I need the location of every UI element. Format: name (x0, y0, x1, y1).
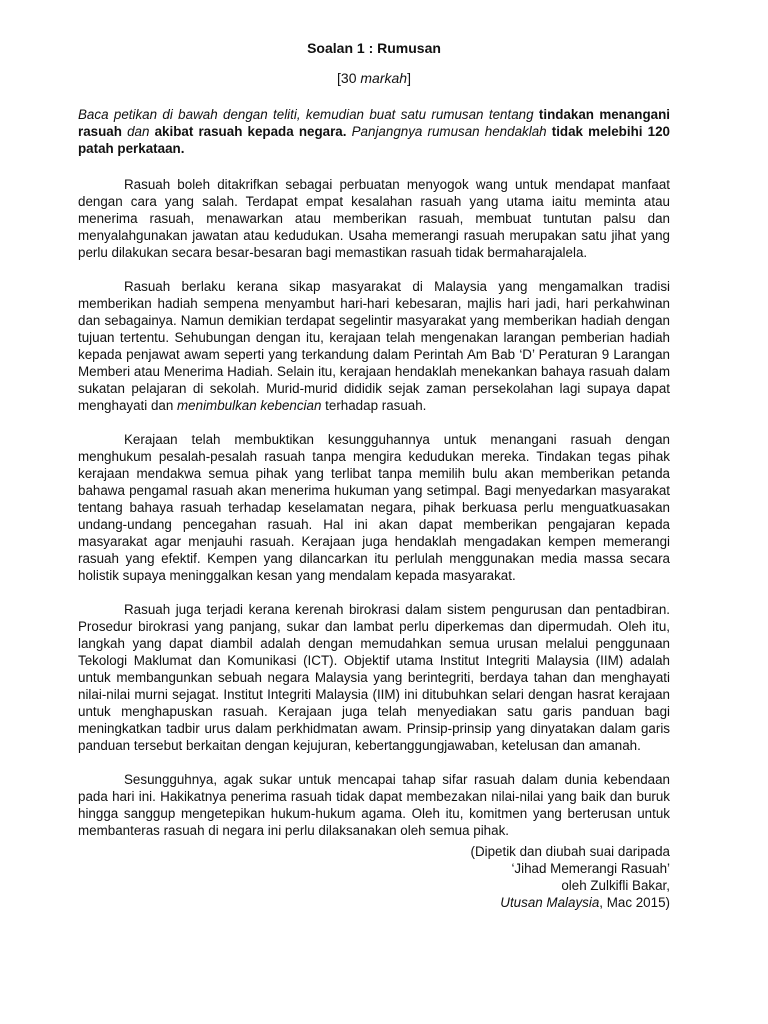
source-publication: Utusan Malaysia (500, 895, 600, 910)
source-line-4 (78, 894, 670, 911)
instruction-part-1: Baca petikan di bawah dengan teliti, kemudian buat satu rumusan tentang (78, 107, 539, 122)
paragraph-2 (78, 278, 670, 414)
marks-open: [30 (337, 70, 361, 86)
paragraph-1: Rasuah boleh ditakrifkan sebagai perbuatan menyogok wang untuk mendapat manfaat dengan cara yang salah. Terdapat empat kesalahan rasuah yang utama iaitu meminta atau menerima rasuah, menawarkan atau memberikan rasuah, membuat tuntutan palsu dan menyalahgunakan jawatan atau kedudukan. Usaha memerangi rasuah merupakan satu jihat yang perlu dilakukan secara besar-besaran bagi memastikan rasuah tidak bermaharajalela. (78, 177, 670, 260)
question-title: Soalan 1 : Rumusan (307, 40, 441, 56)
marks-close: ] (407, 70, 411, 86)
instruction-bold-2: akibat rasuah kepada negara. (154, 124, 347, 139)
paragraph-5: Sesungguhnya, agak sukar untuk mencapai tahap sifar rasuah dalam dunia kebendaan pada hari ini. Hakikatnya penerima rasuah tidak dapat membezakan nilai-nilai yang baik dan buruk hingga sanggup mengetepikan hukum-hukum agama. Oleh itu, komitmen yang berterusan untuk membanteras rasuah di negara ini perlu dilaksanakan oleh semua pihak. (78, 772, 670, 838)
instruction-bold-3: tidak melebihi 120 patah perkataan. (78, 124, 670, 156)
paragraph-2-end: terhadap rasuah. (321, 398, 427, 413)
instruction-part-2: dan (121, 124, 155, 139)
marks-label (78, 70, 670, 86)
instruction-bold-1: tindakan menangani rasuah (78, 107, 671, 139)
source-line-3: oleh Zulkifli Bakar, (561, 878, 670, 893)
instruction-text (78, 106, 670, 157)
paragraph-2-main: Rasuah berlaku kerana sikap masyarakat di Malaysia yang mengamalkan tradisi memberikan hadiah sempena menyambut hari-hari kebesaran, majlis hari jadi, hari perkahwinan dan sebagainya. Namun demikian terdapat segelintir masyarakat yang memberikan hadiah dengan tujuan tertentu. Sehubungan dengan itu, kerajaan telah mengenakan larangan pemberian hadiah kepada penjawat awam seperti yang terkandung dalam Perintah Am Bab ‘D’ Peraturan 9 Larangan Memberi atau Menerima Hadiah. Selain itu, kerajaan hendaklah menekankan bahaya rasuah dalam sukatan pelajaran di sekolah. Murid-murid dididik sejak zaman persekolahan lagi supaya dapat menghayati dan (78, 279, 670, 413)
instruction-part-3: Panjangnya rumusan hendaklah (346, 124, 552, 139)
paragraph-4: Rasuah juga terjadi kerana kerenah birokrasi dalam sistem pengurusan dan pentadbiran. Prosedur birokrasi yang panjang, sukar dan lambat perlu diperkemas dan dipermudah. Oleh itu, langkah yang dapat diambil adalah dengan memudahkan semua urusan melalui penggunaan Tekologi Maklumat dan Komunikasi (ICT). Objektif utama Institut Integriti Malaysia (IIM) adalah untuk membangunkan sebuah negara Malaysia yang berintegriti, berdaya tahan dan menghayati nilai-nilai murni sejagat. Institut Integriti Malaysia (IIM) ini ditubuhkan selari dengan hasrat kerajaan untuk menghapuskan rasuah. Kerajaan juga telah menyediakan satu garis panduan bagi meningkatkan tadbir urus dalam perkhidmatan awam. Prinsip-prinsip yang dinyatakan dalam garis panduan tersebut berkaitan dengan kejujuran, kebertanggungjawaban, ketelusan dan amanah. (78, 602, 670, 753)
marks-word: markah (360, 70, 408, 86)
source-line-2: ‘Jihad Memerangi Rasuah’ (511, 861, 670, 876)
source-date: , Mac 2015) (599, 895, 670, 910)
paragraph-3: Kerajaan telah membuktikan kesungguhannya untuk menangani rasuah dengan menghukum pesalah-pesalah rasuah tanpa mengira kedudukan mereka. Tindakan tegas pihak kerajaan mendakwa semua pihak yang terlibat tanpa memilih bulu akan memberikan petanda bahawa pengamal rasuah akan menerima hukuman yang setimpal. Bagi menyedarkan masyarakat tentang bahaya rasuah terhadap keselamatan negara, pihak berkuasa perlu menguatkuasakan undang-undang pencegahan rasuah. Hal ini akan dapat memberikan pengajaran kepada masyarakat agar menjauhi rasuah. Kerajaan juga hendaklah mengadakan kempen memerangi rasuah yang efektif. Kempen yang dilancarkan itu perlulah menggunakan media massa secara holistik supaya meninggalkan kesan yang mendalam kepada masyarakat. (78, 432, 670, 583)
paragraph-2-italic: menimbulkan kebencian (177, 398, 322, 413)
source-citation (78, 843, 670, 911)
source-line-1: (Dipetik dan diubah suai daripada (470, 844, 670, 859)
